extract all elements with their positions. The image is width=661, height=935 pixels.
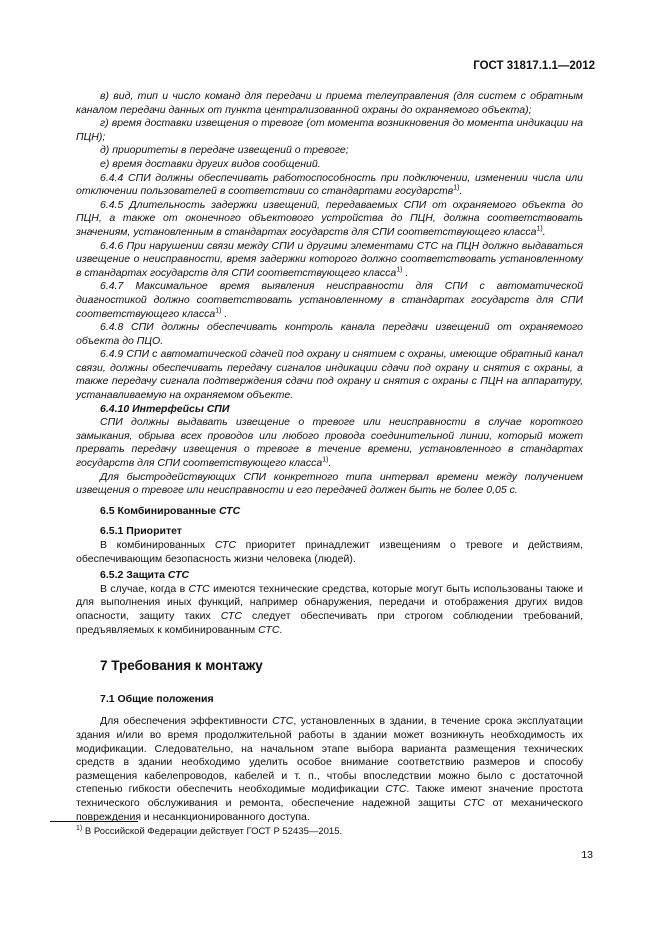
clause-6-4-7: 6.4.7 Максимальное время выявления неисправности для СПИ с автоматической диагностикой должно соответствовать установленному в стандартах государств для СПИ соответствующего класса$^{1)}$ . xyxy=(76,280,583,320)
item-g: г) время доставки извещения о тревоге (от момента возникновения до момента индикации на ПЦН); xyxy=(76,117,583,143)
text-run-italic: СТС xyxy=(220,609,242,622)
footnote xyxy=(76,826,342,837)
section-6-5-heading xyxy=(76,505,583,519)
clause-6-4-6-text: 6.4.6 При нарушении связи между СПИ и другими элементами СТС на ПЦН должно выдаваться извещение о неисправности, время задержки которого должно соответствовать установленному в стандартах государств для СПИ соответствующего класса xyxy=(76,239,583,279)
footnote-divider xyxy=(50,821,138,822)
text-run-italic: СТС xyxy=(188,582,210,595)
section-6-5-sts: СТС xyxy=(218,504,241,517)
section-6-5-1-heading: 6.5.1 Приоритет xyxy=(100,525,182,538)
clause-6-4-4-text: 6.4.4 СПИ должны обеспечивать работоспособность при подключении, изменении числа или отключении пользователей в соответствии со стандартами государств xyxy=(76,171,583,198)
text-run: следует обеспечивать при строгом соблюдении требований, предъявляемых к комбинированным xyxy=(76,609,583,636)
clause-6-4-5-text: 6.4.5 Длительность задержки извещений, передаваемых СПИ от охраняемого объекта до ПЦН, а также от оконечного объектового устройства до ПЦН, должна соответствовать значениям, установленным в стандартах государств для СПИ соответствующего класса xyxy=(76,198,583,238)
section-6-5-2-number: 6.5.2 Защита xyxy=(100,569,165,582)
clause-6-4-10-note: Для быстродействующих СПИ конкретного типа интервал времени между получением извещения о тревоге или неисправности и его передачей должен быть не более 0,05 с. xyxy=(76,470,583,497)
clause-6-4-8: 6.4.8 СПИ должны обеспечивать контроль канала передачи извещений от охраняемого объекта до ПЦО. xyxy=(76,321,583,347)
text-run: от механического повреждения и несанкционированного доступа. xyxy=(76,796,583,823)
page-content xyxy=(76,90,583,824)
clause-6-4-10-body: СПИ должны выдавать извещение о тревоге или неисправности в случае короткого замыкания, обрыва всех проводов или любого провода соединительной линии, который может прервать передачу извещения о тревоге в течение времени, установленного в стандартах государств для СПИ соответствующего класса xyxy=(76,416,583,470)
section-6-5-2-heading xyxy=(76,569,583,583)
section-6-5-2-sts: СТС xyxy=(167,569,190,582)
text-run: . xyxy=(279,623,283,636)
section-7-1-heading: 7.1 Общие положения xyxy=(100,692,214,705)
section-6-5-number: 6.5 Комбинированные xyxy=(100,504,217,517)
text-run: . Также имеют значение простота технического обслуживания и ремонта, обеспечение надежной защиты xyxy=(76,783,584,809)
section-7-1-text xyxy=(76,715,583,824)
section-7-heading: 7 Требования к монтажу xyxy=(100,658,263,674)
text-run-italic: СТС xyxy=(214,539,237,551)
footnote-ref: 1) xyxy=(536,225,543,233)
text-run: приоритет принадлежит извещениям о тревоге и действиям, обеспечивающим безопасность жизни человека (людей). xyxy=(76,539,583,565)
footnote-text: В Российской Федерации действует ГОСТ Р 52435—2015. xyxy=(84,826,343,837)
clause-6-4-5: 6.4.5 Длительность задержки извещений, передаваемых СПИ от охраняемого объекта до ПЦН, а также от оконечного объектового устройства до ПЦН, должна соответствовать значениям, установленным в стандартах государств для СПИ соответствующего класса$^{1)}$. xyxy=(76,198,583,238)
clause-6-4-7-text: 6.4.7 Максимальное время выявления неисправности для СПИ с автоматической диагностикой должно соответствовать установленному в стандартах государств для СПИ соответствующего класса xyxy=(76,280,583,320)
footnote-ref: 1) xyxy=(215,307,222,314)
text-run-italic: СТС xyxy=(258,623,280,636)
text-run-italic: СТС xyxy=(272,715,294,728)
text-run: , установленных в здании, в течение срока эксплуатации здания и/или во время продолжительной работы в здании может возникнуть необходимость их модификации. Следовательно, на начальном этапе выбора варианта размещения технических средств в здании необходимо уделить особое внимание соответствию размеров и способу размещения кабелепроводов, кабелей и т. п., чтобы впоследствии можно было с достаточной степенью гибкости обеспечить необходимые модификации xyxy=(76,715,583,796)
clause-6-4-9: 6.4.9 СПИ с автоматической сдачей под охрану и снятием с охраны, имеющие обратный канал связи, должны обеспечивать передачу сигналов индикации сдачи под охрану и снятия с охраны, а также передачу сигнала подтверждения сдачи под охрану и снятия с охраны с ПЦН на аппаратуру, устанавливаемую на охраняемом объекте. xyxy=(76,348,583,402)
standard-header: ГОСТ 31817.1.1—2012 xyxy=(473,60,595,72)
text-run: Для обеспечения эффективности xyxy=(100,715,268,728)
item-e: е) время доставки других видов сообщений. xyxy=(100,157,321,170)
item-v: в) вид, тип и число команд для передачи и приема телеуправления (для систем с обратным каналом передачи данных от пункта централизованной охраны до охраняемого объекта); xyxy=(76,90,583,116)
page-number: 13 xyxy=(581,849,593,861)
footnote-ref: 1) xyxy=(322,456,329,464)
clause-6-4-4: 6.4.4 СПИ должны обеспечивать работоспособность при подключении, изменении числа или отключении пользователей в соответствии со стандартами государств$^{1)}$. xyxy=(76,171,583,198)
footnote-ref: 1) xyxy=(453,184,460,192)
footnote-marker: 1) xyxy=(76,824,83,832)
footnote-ref: 1) xyxy=(396,266,403,274)
clause-6-4-10-heading: 6.4.10 Интерфейсы СПИ xyxy=(100,402,230,415)
section-6-5-1-text xyxy=(76,539,583,566)
text-run-italic: СТС xyxy=(463,796,485,809)
text-run: В комбинированных xyxy=(100,539,206,551)
text-run: В случае, когда в xyxy=(100,582,186,595)
item-d: д) приоритеты в передаче извещений о тревоге; xyxy=(100,144,349,157)
text-run-italic: СТС xyxy=(385,783,407,796)
section-6-5-2-text xyxy=(76,583,583,637)
clause-6-4-6: 6.4.6 При нарушении связи между СПИ и другими элементами СТС на ПЦН должно выдаваться извещение о неисправности, время задержки которого должно соответствовать установленному в стандартах государств для СПИ соответствующего класса$^{1)}$ . xyxy=(76,239,583,279)
text-run: имеются технические средства, которые могут быть использованы также и для выполнения иных функций, например обнаружения, передачи и отображения других видов опасности, защиту таких xyxy=(76,582,584,622)
clause-6-4-10-text: СПИ должны выдавать извещение о тревоге или неисправности в случае короткого замыкания, обрыва всех проводов или любого провода соединительной линии, который может прервать передачу извещения о тревоге в течение времени, установленного в стандартах государств для СПИ соответствующего класса$^{1)}$. xyxy=(76,416,583,470)
